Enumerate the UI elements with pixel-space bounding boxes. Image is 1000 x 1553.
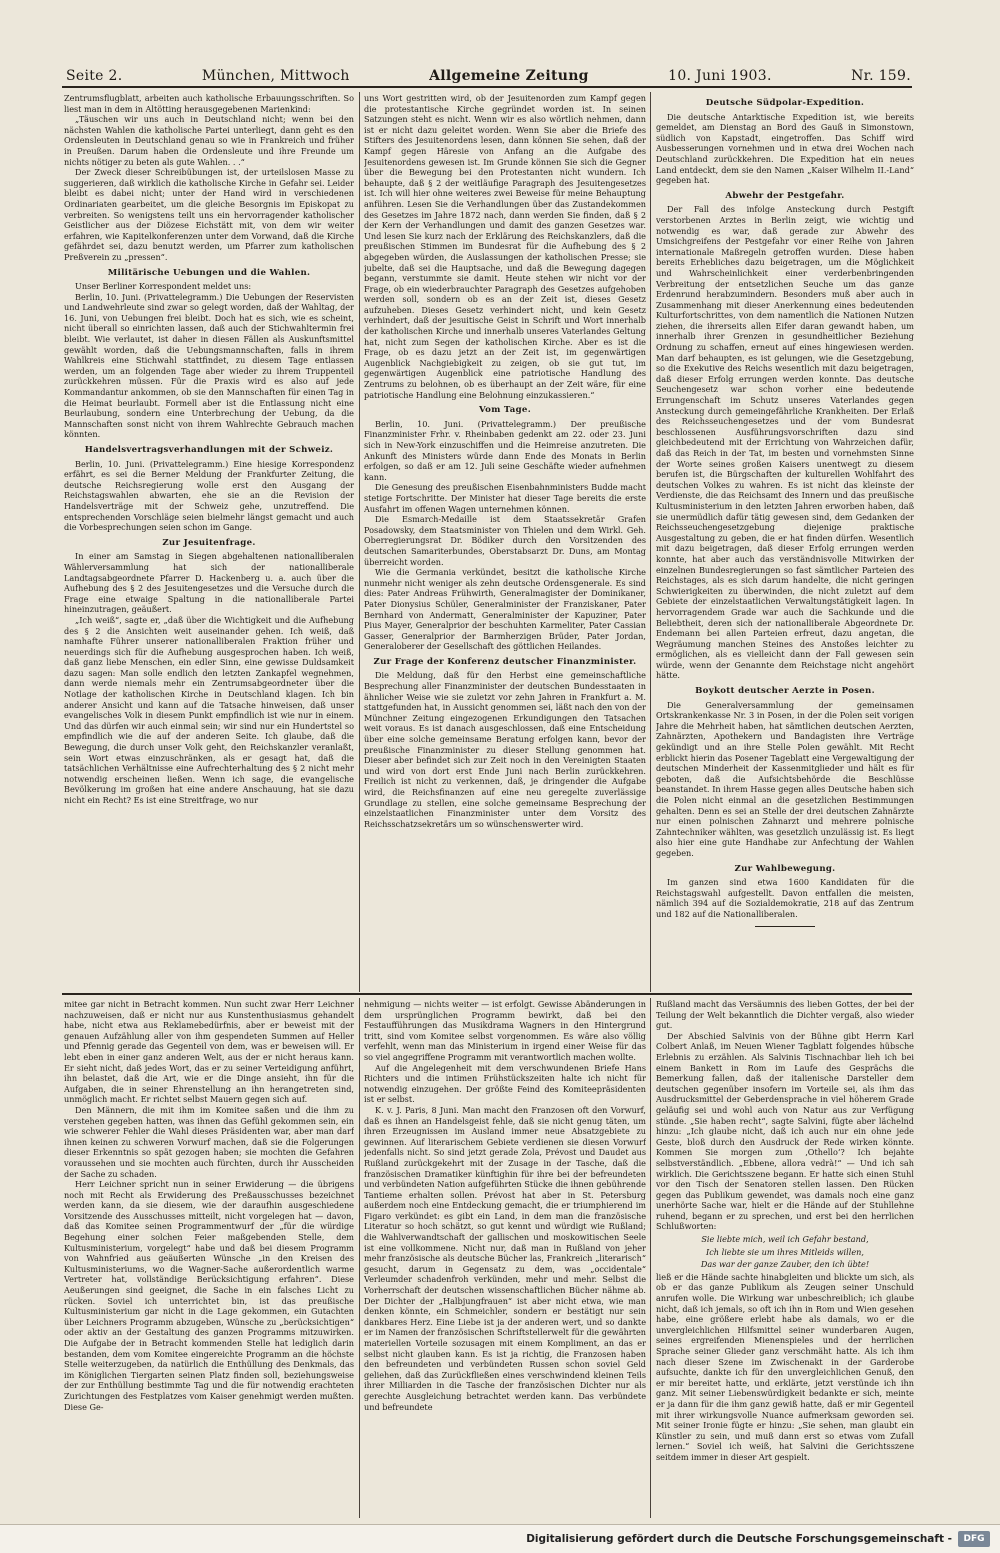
upper-column-3	[656, 93, 914, 990]
header-rule	[62, 86, 912, 88]
article-heading: Zur Jesuitenfrage.	[162, 537, 256, 548]
running-header	[66, 60, 911, 84]
article-heading: Abwehr der Pestgefahr.	[725, 190, 845, 201]
digitization-footer	[0, 1524, 1000, 1553]
article-paragraph: Herr Leichner spricht nun in seiner Erwiderung — die übrigens noch mit Recht als Erwiderung des Preßausschusses bezeichnet werden kann, da sie diesem, wie der daraufhin ausgeschiedene Vorsitzende des Ausschusses mitteilt, nicht vorgelegen hat — davon, daß das Komitee seinen Programmentwurf der „für die würdige Begehung einer solchen Feier maßgebenden Stelle, dem Kultusministerium, vorgelegt“ habe und daß bei diesem Programm von Wahnfried aus geäußerten Wünsche „in den Kreisen des Kultusministeriums, wo die Wagner-Sache außerordentlich warme Vertreter hat, vollständige Berücksichtigung erfahren“. Diese Aeußerungen sind geeignet, die Sache in ein falsches Licht zu rücken. Soviel ich unterrichtet bin, ist das preußische Kultusministerium gar nicht in die Lage gekommen, ein Gutachten über Leichners Programm abzugeben, Wünsche zu „berücksichtigen“ oder aktiv an der Gestaltung des ganzen Programms mitzuwirken. Die Aufgabe der in Betracht kommenden Stelle hat lediglich darin bestanden, dem vom Komitee eingereichte Programm an die höchste Stelle weiterzugeben, da natürlich die Enthüllung des Denkmals, das im Königlichen Tiergarten seinen Platz finden soll, beziehungsweise der zur Enthüllung bestimmte Tag und die für notwendig erachteten Zurichtungen des Festplatzes vom Kaiser genehmigt werden mußten. Diese Ge-	[64, 1179, 354, 1412]
column-divider	[650, 998, 651, 1518]
article-paragraph: Den Männern, die mit ihm im Komitee saßen und die ihm zu verstehen gegeben hatten, was ihnen das Gefühl gekommen sein, ein wie schwerer Fehler die Wahl dieses Präsidenten war, aber man darf ihnen keinen zu schweren Vorwurf machen, daß sie die Folgerungen dieser Erkenntnis so spät gezogen haben; sie mochten die Gefahren voraussehen und sie mochten auch fürchten, durch ihr Ausscheiden der Sache zu schaden.	[64, 1104, 354, 1179]
article-paragraph: Die Meldung, daß für den Herbst eine gemeinschaftliche Besprechung aller Finanzminister der deutschen Bundesstaaten in ähnlicher Weise wie sie zuletzt vor zehn Jahren in Frankfurt a. M. stattgefunden hat, in Aussicht genommen sei, läßt nach den von der Münchner Zeitung eingezogenen Erkundigungen den Tatsachen weit voraus. Es ist danach ausgeschlossen, daß eine Entscheidung über eine solche gemeinsame Beratung erfolgen kann, bevor der preußische Finanzminister zu dieser Stellung genommen hat. Dieser aber befindet sich zur Zeit noch in den Vereinigten Staaten und wird von dort erst Ende Juni nach Berlin zurückkehren. Freilich ist nicht zu verkennen, daß, je dringender die Aufgabe wird, die Reichsfinanzen auf eine neu geregelte zuverlässige Grundlage zu stellen, eine solche gemeinsame Besprechung der einzelstaatlichen Finanzminister unter dem Vorsitz des Reichsschatzsekretärs um so wünschenswerter wird.	[364, 670, 646, 829]
article-paragraph: In einer am Samstag in Siegen abgehaltenen nationalliberalen Wählerversammlung hat sich der nationalliberale Landtagsabgeordnete Pfarrer D. Hackenberg u. a. auch über die Aufhebung des § 2 des Jesuitengesetzes und die Versuche durch die Frage eine etwaige Spaltung in die nationalliberale Partei hineinzutragen, geäußert.	[64, 551, 354, 615]
article-heading: Deutsche Südpolar-Expedition.	[705, 98, 865, 108]
feuilleton-column-1	[64, 999, 354, 1517]
feuilleton-column-2	[364, 999, 646, 1517]
article-paragraph: Die Genesung des preußischen Eisenbahnministers Budde macht stetige Fortschritte. Der Minister hat dieser Tage bereits die erste Ausfahrt im offenen Wagen unternehmen können.	[364, 482, 646, 514]
article-paragraph: Wie die Germania verkündet, besitzt die katholische Kirche nunmehr nicht weniger als zehn deutsche Ordensgenerale. Es sind dies: Pater Andreas Frühwirth, Generalmagister der Dominikaner, Pater Dionysius Schüler, Generalminister der Franziskaner, Pater Bernhard von Andermatt, Generalminister der Kapuziner, Pater Pius Mayer, Generalprior der beschuhten Karmeliter, Pater Cassian Gasser, Generalprior der Barmherzigen Brüder, Pater Jordan, Generaloberer der Gesellschaft des göttlichen Heilandes.	[364, 567, 646, 652]
article-paragraph: Berlin, 10. Juni. (Privattelegramm.) Der preußische Finanzminister Frhr. v. Rheinbaben gedenkt am 22. oder 23. Juni sich in New-York einzuschiffen und die Heimreise anzutreten. Die Ankunft des Ministers würde dann Ende des Monats in Berlin erfolgen, so daß er am 12. Juli seine Geschäfte wieder aufnehmen kann.	[364, 418, 646, 482]
article-paragraph: uns Wort gestritten wird, ob der Jesuitenorden zum Kampf gegen die protestantische Kirche gegründet worden ist. In seinen Satzungen steht es nicht. Wenn wir es also wörtlich nehmen, dann ist er nicht dazu geleitet worden. Wenn Sie aber die Briefe des Stifters des Jesuitenordens lesen, dann können Sie sehen, daß der Kampf gegen Häresie von Anfang an die Aufgabe des Jesuitenordens gewesen ist. Im Grunde können Sie sich die Gegner über die Bewegung bei den Protestanten nicht wundern. Ich behaupte, daß § 2 der weitläufige Paragraph des Jesuitengesetzes ist. Ich will hier ohne weiteres zwei Beweise für meine Behauptung anführen. Lesen Sie die Verhandlungen über das Zustandekommen des Gesetzes im Jahre 1872 nach, dann werden Sie finden, daß § 2 der Kern der Verhandlungen und damit des ganzen Gesetzes war. Und lesen Sie kurz nach der Erklärung des Reichskanzlers, daß die preußischen Stimmen im Bundesrat für die Aufhebung des § 2 abgegeben würden, die Auslassungen der katholischen Presse; sie jubelte, daß sei die Hauptsache, und daß die Bewegung dagegen begann, verstummte sie damit. Heute stehen wir nicht vor der Frage, ob ein wiederbrauchter Paragraph des Gesetzes aufgehoben werden soll, sondern ob es an der Zeit ist, dieses Gesetz aufzuheben. Dieses Gesetz verhindert nicht, und kein Gesetz verhindert, daß der jesuitische Geist in Schrift und Wort innerhalb der katholischen Kirche und innerhalb unseres Vaterlandes Geltung hat, nicht zum Segen der katholischen Kirche. Aber es ist die Frage, ob es dazu jetzt an der Zeit ist, im gegenwärtigen Augenblick Nachgiebigkeit zu zeigen, ob sie gut tut, im gegenwärtigen Augenblick eine patriotische Handlung des Zentrums zu belohnen, ob es überhaupt an der Zeit wäre, für eine patriotische Handlung eine Belohnung einzukassieren.“	[364, 93, 646, 400]
upper-column-2	[364, 93, 646, 990]
article-paragraph: Berlin, 10. Juni. (Privattelegramm.) Die Uebungen der Reservisten und Landwehrleute sind zwar so gelegt worden, daß der Wahltag, der 16. Juni, von Uebungen frei bleibt. Doch hat es sich, wie es scheint, nicht überall so einrichten lassen, daß auch der Stichwahltermin frei bleibt. Wie verlautet, ist daher in diesen Fällen als Auskunftsmittel gewählt worden, daß die Uebungsmannschaften, falls in ihrem Wahlkreis eine Stichwahl stattfindet, zu diesem Tage entlassen werden, um an folgenden Tage aber wieder zu ihrem Truppenteil zurückkehren müssen. Für die Praxis wird es also auf jede Kommandantur ankommen, ob sie den Mannschaften für einen Tag in die Heimat beurlaubt. Formell aber ist die Entlassung nicht eine Beurlaubung, sondern eine Unterbrechung der Uebung, da die Mannschaften sonst nicht von ihrem Wahlrechte Gebrauch machen könnten.	[64, 291, 354, 440]
column-divider	[359, 92, 360, 992]
article-paragraph: Der Zweck dieser Schreibübungen ist, der urteilslosen Masse zu suggerieren, daß wirklich die katholische Kirche in Gefahr sei. Leider bleibt es dabei nicht; unter der Hand wird in verschiedenen Ordinariaten gearbeitet, um die gleiche Besorgnis im Episkopat zu verbreiten. So wenigstens teilt uns ein hervorragender katholischer Geistlicher aus der Diözese Eichstätt mit, von dem wir weiter erfahren, wie Kapitelkonferenzen unter dem Vorwand, daß die Kirche gefährdet sei, dazu benutzt werden, um Pfarrer zum katholischen Preßverein zu „pressen“.	[64, 167, 354, 262]
feuilleton-column-3	[656, 999, 914, 1517]
dfg-logo: DFG	[958, 1531, 990, 1547]
article-paragraph: Die Generalversammlung der gemeinsamen Ortskrankenkasse Nr. 3 in Posen, in der die Polen seit vorigen Jahre die Mehrheit haben, hat sämtlichen deutschen Aerzten, Zahnärzten, Apothekern und Bandagisten ihre Verträge gekündigt und an ihre Stelle Polen gewählt. Mit Recht erblickt hierin das Posener Tageblatt eine Vergewaltigung der deutschen Minderheit der Kassenmitglieder und hält es für geboten, daß die Aufsichtsbehörde die Beschlüsse beanstandet. In ihrem Hasse gegen alles Deutsche haben sich die Polen nicht einmal an die gesetzlichen Bestimmungen gehalten. Denn es sei an Stelle der drei deutschen Zahnärzte nur einen polnischen Zahnarzt und mehrere polnische Zahntechniker wählten, was gesetzlich unzulässig ist. Es liegt also hier eine gute Handhabe zur Anfechtung der Wahlen gegeben.	[656, 699, 914, 858]
article-paragraph: nehmigung — nichts weiter — ist erfolgt. Gewisse Abänderungen in dem ursprünglichen Programm bewirkt, daß bei den Festaufführungen das Musikdrama Wagners in den Hintergrund tritt, sind vom Komitee selbst vorgenommen. Es wäre also völlig verfehlt, wenn man das Ministerium in irgend einer Weise für das so viel angegriffene Programm mit verantwortlich machen wollte.	[364, 999, 646, 1062]
column-divider	[650, 92, 651, 992]
article-heading: Zur Frage der Konferenz deutscher Finanzminister.	[373, 656, 637, 667]
article-paragraph: K. v. J. Paris, 8 Juni. Man macht den Franzosen oft den Vorwurf, daß es ihnen an Handelsgeist fehle, daß sie nicht genug täten, um ihren Erzeugnissen im Ausland immer neue Absatzgebiete zu gewinnen. Auf literarischem Gebiete verdienen sie diesen Vorwurf jedenfalls nicht. So sind jetzt gerade Zola, Prévost und Daudet aus Rußland zurückgekehrt mit der Zusage in der Tasche, daß die französischen Dramatiker künftighin für ihre bei der befreundeten und verbündeten Nation aufgeführten Stücke die ihnen gebührende Tantieme erhalten sollen. Prévost hat aber in St. Petersburg außerdem noch eine Entdeckung gemacht, die er triumphierend im Figaro verkündet: es gibt ein Land, in dem man die französische Literatur so hoch schätzt, so gut kennt und würdigt wie Rußland; die Wahlverwandtschaft der gallischen und moskowitischen Seele ist eine vollkommene. Nicht nur, daß man in Rußland von jeher mehr französische als deutsche Bücher las, Frankreich „literarisch“ gesucht, darum in Gegensatz zu dem, was „occidentale“ Verleumder schadenfroh verkünden, mehr und mehr. Selbst die Vorherrschaft der deutschen wissenschaftlichen Bücher nähme ab. Der Dichter der „Halbjungfrauen“ ist aber nicht etwa, wie man denken könnte, ein Schmeichler, sondern er bestätigt nur sein dankbares Herz. Eine Liebe ist ja der anderen wert, und so dankte er im Namen der französischen Schriftstellerwelt für die gewährten materiellen Vorteile sozusagen mit einem Kompliment, an das er selbst nicht glauben kann. Es ist ja richtig, die Franzosen haben den befreundeten und verbündeten Russen schon soviel Geld geliehen, daß das Zurückfließen eines verschwindend kleinen Teils ihrer Milliarden in die Tasche der französischen Dichter nur als gerechte Ausgleichung betrachtet werden kann. Das verbündete und befreundete	[364, 1104, 646, 1412]
newspaper-title: Allgemeine Zeitung	[429, 68, 589, 84]
article-heading: Vom Tage.	[478, 405, 531, 416]
issue-date: 10. Juni 1903.	[668, 68, 772, 84]
article-paragraph: Rußland macht das Versäumnis des lieben Gottes, der bei der Teilung der Welt bekanntlich die Dichter vergaß, also wieder gut.	[656, 999, 914, 1031]
section-separator	[755, 926, 815, 927]
issue-number: Nr. 159.	[851, 68, 911, 84]
article-heading: Boykott deutscher Aerzte in Posen.	[695, 686, 875, 697]
article-paragraph: Im ganzen sind etwa 1600 Kandidaten für die Reichstagswahl aufgestellt. Davon entfallen die meisten, nämlich 394 auf die Sozialdemokratie, 218 auf das Zentrum und 182 auf die Nationalliberalen.	[656, 877, 914, 919]
article-paragraph: mitee gar nicht in Betracht kommen. Nun sucht zwar Herr Leichner nachzuweisen, daß er nicht nur aus Kunstenthusiasmus gehandelt habe, nicht etwa aus Reklamebedürfnis, aber er beweist mit der genauen Aufzählung aller von ihm gespendeten Summen auf Heller und Pfennig gerade das Gegenteil von dem, was er beweisen will. Er lebt eben in einer ganz anderen Welt, aus der er nicht heraus kann. Er sieht nicht, daß jedes Wort, das er zu seiner Verteidigung anführt, ihn belastet, daß die Art, wie er die Dinge ansieht, ihn für die Aufgaben, die in seiner Ehrenstellung an ihn herangetreten sind, unmöglich macht. Er richtet selbst Mauern gegen sich auf.	[64, 999, 354, 1105]
article-paragraph: „Täuschen wir uns auch in Deutschland nicht; wenn bei den nächsten Wahlen die katholische Partei unterliegt, dann geht es den Ordensleuten in Deutschland genau so wie in Frankreich und früher in Preußen. Darum haben die Ordensleute und ihre Freunde um nichts nötiger zu beten als gute Wahlen. . .“	[64, 114, 354, 167]
article-paragraph: Der Abschied Salvinis von der Bühne gibt Herrn Karl Colbert Anlaß, im Neuen Wiener Tagblatt folgendes hübsche Erlebnis zu erzählen. Als Salvinis Tischnachbar lieh ich bei einem Bankett in Rom im Laufe des Gesprächs die Bemerkung fallen, daß der italienische Darsteller dem deutschen gegenüber insofern im Vorteile sei, als ihm das Ausdrucksmittel der Geberdensprache in viel höherem Grade geläufig sei und wohl auch von Natur aus zur Verfügung stünde. „Sie haben recht“, sagte Salvini, fügte aber lächelnd hinzu: „Ich glaube nicht, daß ich auch nur ein ohne jede Geste, bloß durch den Ausdruck der Rede wirken könnte. Kommen Sie morgen zum ‚Othello‘? Ich bejahte selbstverständlich. „Ebbene, allora vedrà!“ — Und ich sah wirklich. Die Gerichtsszene begann. Er hatte sich einen Stuhl vor den Tisch der Senatoren stellen lassen. Den Rücken gegen das Publikum gewendet, was damals noch eine ganz unerhörte Sache war, hielt er die Hände auf der Stuhllehne ruhend, begann er zu sprechen, und erst bei den herrlichen Schlußworten:	[656, 1030, 914, 1232]
verse-quote: Das war der ganze Zauber, den ich übte!	[700, 1259, 870, 1270]
article-paragraph: Die deutsche Antarktische Expedition ist, wie bereits gemeldet, am Dienstag an Bord des Gauß in Simonstown, südlich von Kapstadt, eingetroffen. Das Schiff wird Ausbesserungen vornehmen und in etwa drei Wochen nach Deutschland zurückkehren. Die Expedition hat ein neues Land entdeckt, dem sie den Namen „Kaiser Wilhelm II.-Land“ gegeben hat.	[656, 111, 914, 186]
page-number: Seite 2.	[66, 68, 123, 84]
article-heading: Zur Wahlbewegung.	[734, 863, 836, 874]
article-paragraph: Die Esmarch-Medaille ist dem Staatssekretär Grafen Posadowsky, dem Staatsminister von Thielen und dem Wirkl. Geh. Oberregierungsrat Dr. Bödiker durch den Vorsitzenden des deutschen Samariterbundes, Oberstabsarzt Dr. Duns, am Montag überreicht worden.	[364, 514, 646, 567]
article-paragraph: Zentrumsflugblatt, arbeiten auch katholische Erbauungsschriften. So liest man in dem in Altötting herausgegebenen Marienkind:	[64, 93, 354, 114]
column-divider	[359, 998, 360, 1518]
verse-quote: Sie liebte mich, weil ich Gefahr bestand,	[701, 1234, 869, 1245]
article-paragraph: Auf die Angelegenheit mit dem verschwundenen Briefe Hans Richters und die intimen Frühstückszeiten halte ich nicht für notwendig einzugehen. Der größte Feind des Komiteepräsidenten ist er selbst.	[364, 1062, 646, 1105]
funding-credit: Digitalisierung gefördert durch die Deutsche Forschungsgemeinschaft -	[526, 1533, 952, 1545]
article-heading: Handelsvertragsverhandlungen mit der Schweiz.	[84, 445, 334, 455]
article-paragraph: „Ich weiß“, sagte er, „daß über die Wichtigkeit und die Aufhebung des § 2 die Ansichten weit auseinander gehen. Ich weiß, daß namhafte Führer unserer nationalliberalen Fraktion früher und neuerdings sich für die Aufhebung ausgesprochen haben. Ich weiß, daß ganz liebe Menschen, ein edler Sinn, eine gewisse Duldsamkeit dazu sagen: Man solle endlich den letzten Zankapfel wegnehmen, dann werde niemals mehr ein Zentrumsabgeordneter über die Notlage der katholischen Kirche in Deutschland klagen. Ich bin anderer Ansicht und kann auf die Tatsache hinweisen, daß unser evangelisches Volk in diesem Punkt empfindlich ist wie nur in einem. Und das dürfen wir auch einmal sein; wir sind nur ein Hundertstel so empfindlich wie die auf der anderen Seite. Ich glaube, daß die Bewegung, die durch unser Volk geht, den Reichskanzler veranlaßt, sein Wort etwas einzuschränken, als er gesagt hat, daß die tatsächlichen Verhältnisse eine Aufrechterhaltung des § 2 nicht mehr notwendig erscheinen ließen. Wenn ich sage, die evangelische Bevölkerung im großen hat eine andere Anschauung, hat sie dazu nicht ein Recht? Es ist eine Streitfrage, wo nur	[64, 614, 354, 805]
place-and-weekday: München, Mittwoch	[201, 68, 350, 84]
article-paragraph: Unser Berliner Korrespondent meldet uns:	[75, 281, 252, 292]
article-paragraph: Der Fall des infolge Ansteckung durch Pestgift verstorbenen Arztes in Berlin zeigt, wie wichtig und notwendig es war, daß gerade zur Abwehr des Umsichgreifens der Pestgefahr vor einer Reihe von Jahren internationale Maßregeln getroffen wurden. Diese haben bereits Erhebliches dazu beigetragen, um die Möglichkeit und Wahrscheinlichkeit einer verderbenbringenden Verbreitung der entsetzlichen Seuche um das ganze Erdenrund herabzumindern. Besonders muß aber auch in Zusammenhang mit dieser Anerkennung eines bedeutenden Kulturfortschrittes, von dem namentlich die Nationen Nutzen ziehen, die ihrerseits allen Eifer daran gewandt haben, um innerhalb ihrer Grenzen in gesundheitlicher Beziehung Ordnung zu schaffen, erneut auf eines hingewiesen werden. Man darf behaupten, es ist gelungen, wie die Gesetzgebung, so die Exekutive des Reichs wesentlich mit dazu beigetragen, daß dieser Erfolg errungen werden konnte. Das deutsche Seuchengesetz war schon vorher eine bedeutende Errungenschaft im Schutz unseres Vaterlandes gegen Ansteckung durch gemeingefährliche Krankheiten. Der Erlaß des Reichsseuchengesetzes und der vom Bundesrat beschlossenen Ausführungsvorschriften dazu sind gleichbedeutend mit der Errichtung von Wahrzeichen dafür, daß das Reich in der Tat, im besten und vornehmsten Sinne der Worte seines großen Kaisers unentwegt zu diesem berufen ist, die Bürgschaften der kulturellen Wohlfahrt des deutschen Volkes zu wahren. Es ist nicht das kleinste der Verdienste, die das Reichsamt des Innern und das preußische Kultusministerium in den letzten Jahren erworben haben, daß sie unermüdlich dafür tätig gewesen sind, dem Gedanken der Reichsseuchengesetzgebung diejenige praktische Ausgestaltung zu geben, die er hat finden dürfen. Wesentlich mit dazu beigetragen, daß dieser Erfolg errungen werden konnte, hat aber auch das verständnisvolle Mitwirken der einzelnen Bundesregierungen so fast sämtlicher Parteien des Reichstages, als es sich darum handelte, die nicht geringen Schwierigkeiten zu überwinden, die nicht zuletzt auf dem Gebiete der einzelstaatlichen Verwaltungstätigkeit lagen. In hervorragendem Grade war auch die Sachkunde und die Beliebtheit, deren sich der nationalliberale Abgeordnete Dr. Endemann bei allen Parteien erfreut, dazu angetan, die Wegräumung manchen Steines des Anstoßes leichter zu ermöglichen, als es vielleicht dann der Fall gewesen sein würde, wenn der Genannte dem Reichstage nicht angehört hätte.	[656, 204, 914, 681]
verse-quote: Ich liebte sie um ihres Mitleids willen,	[706, 1246, 864, 1257]
feuilleton-rule	[62, 993, 912, 995]
article-paragraph: ließ er die Hände sachte hinabgleiten und blickte um sich, als ob er das ganze Publikum als Zeugen seiner Unschuld anrufen wolle. Die Wirkung war unbeschreiblich; ich glaube nicht, daß ich jemals, so oft ich ihn in Rom und Wien gesehen habe, eine größere erlebt habe als damals, wo er die unvergleichlichen Hilfsmittel seiner wunderbaren Augen, seines ergreifenden Mienenspieles und der herrlichen Sprache seiner Glieder ganz verschmäht hatte. Als ich ihm nach dieser Szene im Zwischenakt in der Garderobe aufsuchte, dankte ich für den unvergleichlichen Genuß, den er mir bereitet hatte, und erklärte, jetzt verstünde ich ihn ganz. Mit seiner Liebenswürdigkeit bedankte er sich, meinte er ja dann für die ihm ganz gewiß hatte, daß er mir Gegenteil mit ihrer wirkungsvolle Nuance aufmerksam geworden sei. Mit seiner Ironie fügte er hinzu: „Sie sehen, man glaubt ein Künstler zu sein, und muß dann erst so etwas vom Zufall lernen.“ Soviel ich weiß, hat Salvini die Gerichtsszene seitdem immer in dieser Art gespielt.	[656, 1271, 914, 1462]
article-heading: Militärische Uebungen und die Wahlen.	[107, 267, 311, 278]
upper-column-1	[64, 93, 354, 990]
article-paragraph: Berlin, 10. Juni. (Privattelegramm.) Eine hiesige Korrespondenz erfährt, es sei die Berner Meldung der Frankfurter Zeitung, die deutsche Reichsregierung wolle erst den Ausgang der Reichstagswahlen abwarten, ehe sie an die Revision der Handelsverträge mit der Schweiz gehe, unzutreffend. Die entsprechenden Vorschläge seien bielmehr längst gemacht und auch die Vorbesprechungen seien schon im Gange.	[64, 458, 354, 533]
